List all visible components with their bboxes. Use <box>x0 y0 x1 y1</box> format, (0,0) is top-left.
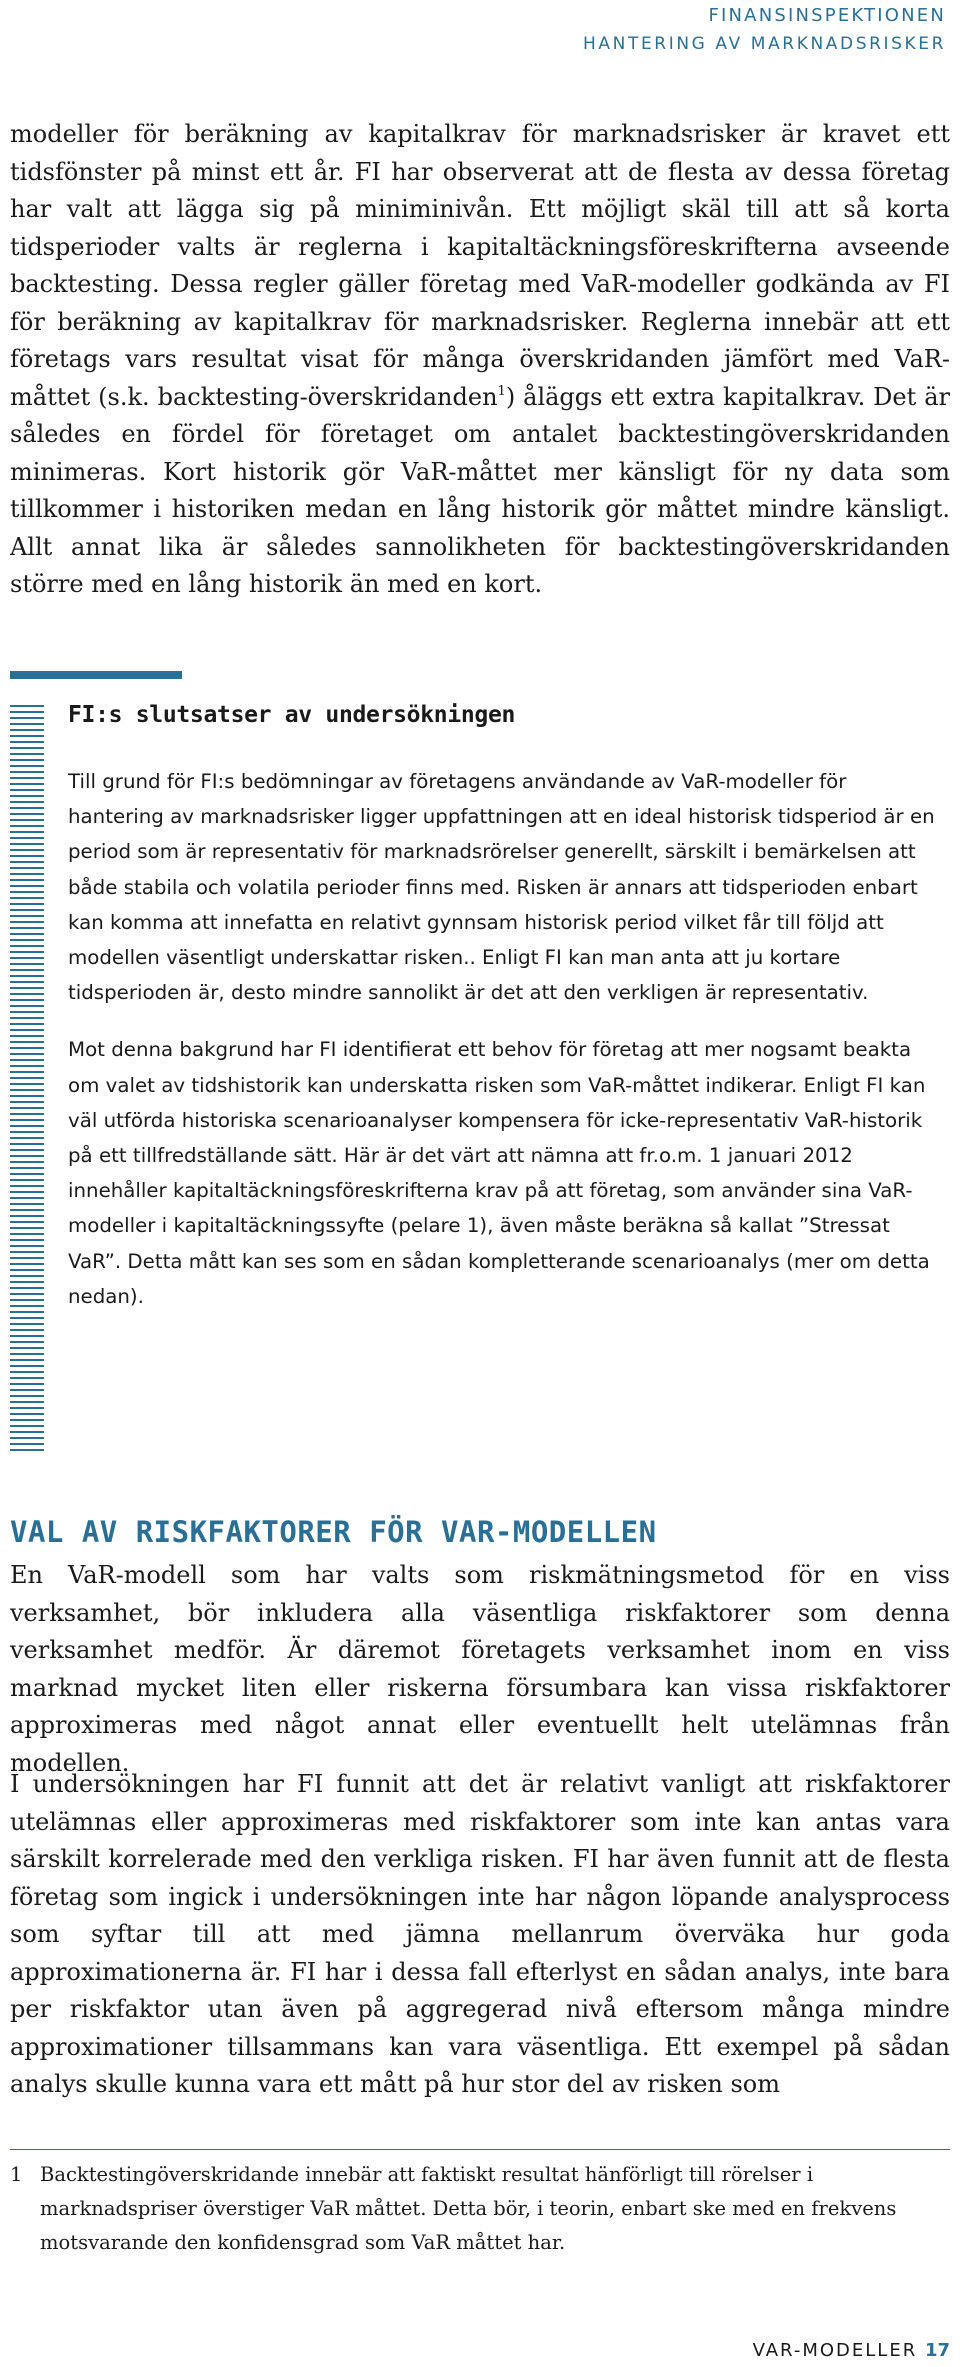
footnote-text: Backtestingöverskridande innebär att faktiskt resultat hänförligt till rörelser i marknadspriser överstiger VaR måttet. Detta bör, i teorin, enbart ske med en frekvens motsvarande den konfidensgrad som VaR måttet har. <box>40 2163 897 2254</box>
footer-section-label: VAR-MODELLER <box>752 2340 918 2361</box>
fact-box-stripe-decoration <box>10 705 44 1451</box>
conclusions-box <box>68 700 948 1336</box>
section-heading: VAL AV RISKFAKTORER FÖR VAR-MODELLEN <box>10 1515 657 1549</box>
section-paragraph-1: En VaR-modell som har valts som riskmätningsmetod för en viss verksamhet, bör inkludera alla väsentliga riskfaktorer som denna verksamhet medför. Är däremot företagets verksamhet inom en viss marknad mycket liten eller riskerna försumbara kan vissa riskfaktorer approximeras med något annat eller eventuellt helt utelämnas från modellen. <box>10 1561 950 1777</box>
footnote-reference[interactable]: 1 <box>497 383 506 399</box>
intro-paragraph <box>10 116 950 604</box>
intro-text-start: modeller för beräkning av kapitalkrav för marknadsrisker är kravet ett tidsfönster på minst ett år. FI har observerat att de flesta av dessa företag har valt att lägga sig på miniminivån. Ett möjligt skäl till att så korta tidsperioder valts är reglerna i kapitaltäckningsföreskrifterna avseende backtesting. Dessa regler gäller företag med VaR-modeller godkända av FI för beräkning av kapitalkrav för marknadsrisker. Reglerna innebär att ett företags vars resultat visat för många överskridanden jämfört med VaR-måttet (s.k. backtesting-överskridanden <box>10 120 950 411</box>
conclusions-paragraph-1: Till grund för FI:s bedömningar av företagens användande av VaR-modeller för hantering av marknadsrisker ligger uppfattningen att en ideal historisk tidsperiod är en period som är representativ för marknadsrörelser generellt, särskilt i bemärkelsen att både stabila och volatila perioder finns med. Risken är annars att tidsperioden enbart kan komma att innefatta en relativt gynnsam historisk period vilket får till följd att modellen väsentligt underskattar risken.. Enligt FI kan man anta att ju kortare tidsperioden är, desto mindre sannolikt är det att den verkligen är representativ. <box>68 770 935 1005</box>
section-paragraph-2: I undersökningen har FI funnit att det är relativt vanligt att riskfaktorer utelämnas eller approximeras med riskfaktorer som inte kan antas vara särskilt korrelerade med den verkliga risken. FI har även funnit att de flesta företag som ingick i undersökningen inte har någon löpande analysprocess som syftar till att med jämna mellanrum överväka hur goda approximationerna är. FI har i dessa fall efterlyst en sådan analys, inte bara per riskfaktor utan även på aggregerad nivå eftersom många mindre approximationer tillsammans kan vara väsentliga. Ett exempel på sådan analys skulle kunna vara ett mått på hur stor del av risken som <box>10 1770 950 2098</box>
page-footer <box>753 2340 950 2361</box>
publisher-name: FINANSINSPEKTIONEN <box>708 5 946 26</box>
footnote <box>10 2158 950 2260</box>
page-number: 17 <box>924 2340 950 2361</box>
footnote-divider <box>10 2149 950 2150</box>
conclusions-paragraph-2: Mot denna bakgrund har FI identifierat ett behov för företag att mer nogsamt beakta om valet av tidshistorik kan underskatta risken som VaR-måttet indikerar. Enligt FI kan väl utförda historiska scenarioanalyser kompensera för icke-representativ VaR-historik på ett tillfredställande sätt. Här är det värt att nämna att fr.o.m. 1 januari 2012 innehåller kapitaltäckningsföreskrifterna krav på att företag, som använder sina VaR-modeller i kapitaltäckningssyfte (pelare 1), även måste beräkna så kallat ”Stressat VaR”. Detta mått kan ses som en sådan kompletterande scenarioanalys (mer om detta nedan). <box>68 1038 930 1308</box>
report-title: HANTERING AV MARKNADSRISKER <box>583 34 946 54</box>
conclusions-box-title: FI:s slutsatser av undersökningen <box>68 702 516 728</box>
intro-text-end: ) åläggs ett extra kapitalkrav. Det är således en fördel för företaget om antalet backtestingöverskridanden minimeras. Kort historik gör VaR-måttet mer känsligt för ny data som tillkommer i historiken medan en lång historik gör måttet mindre känsligt. Allt annat lika är således sannolikheten för backtestingöverskridanden större med en lång historik än med en kort. <box>10 382 950 598</box>
fact-box-top-rule <box>10 671 182 679</box>
running-header <box>583 2 946 58</box>
footnote-number: 1 <box>10 2163 23 2186</box>
